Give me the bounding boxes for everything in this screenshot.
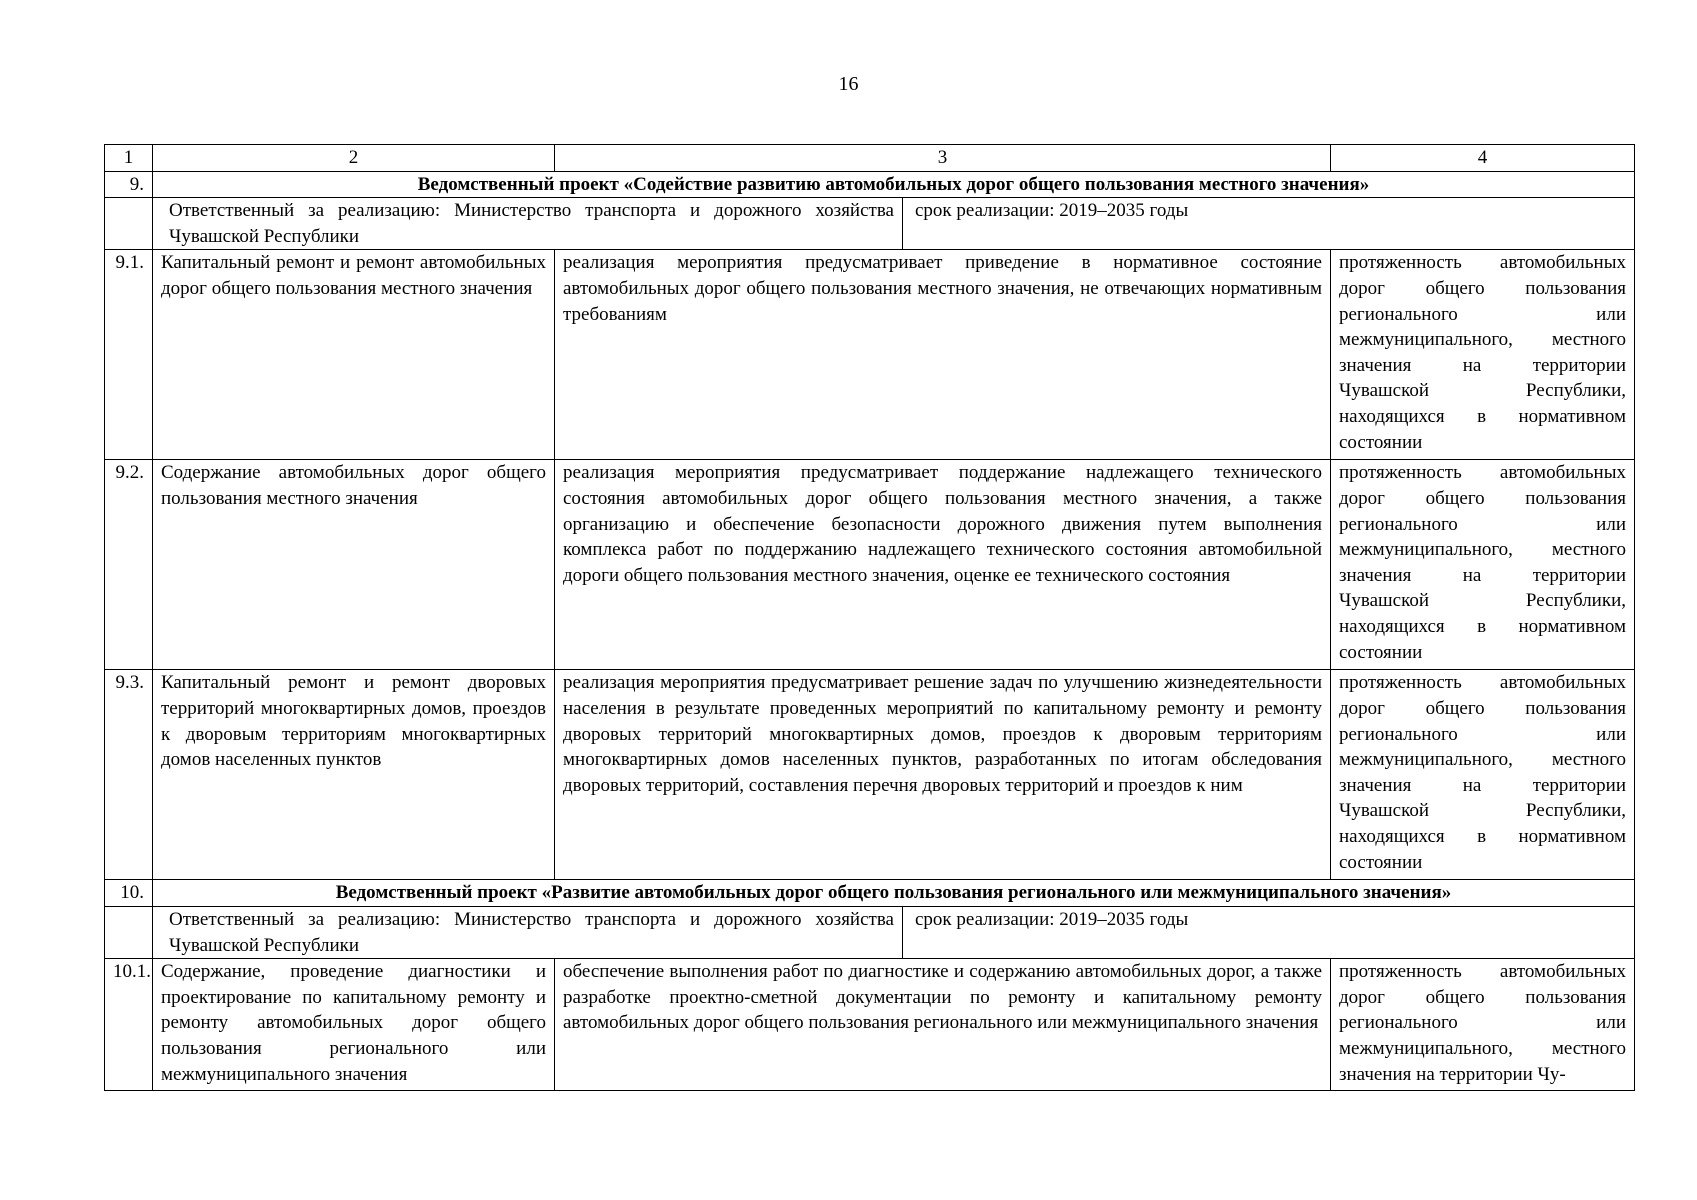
column-number-row [105, 145, 1635, 172]
row-description: реализация мероприятия предусматривает поддержание надлежащего технического состояния автомобильных дорог общего пользования местного значения, а также организацию и обеспечение безопасности дорожного движения путем выполнения комплекса работ по поддержанию надлежащего технического состояния автомобильной дороги общего пользования местного значения, оценке ее технического состояния [555, 460, 1331, 670]
program-table [104, 144, 1635, 1091]
responsible-row [105, 906, 1635, 958]
responsible-row [105, 198, 1635, 250]
responsible-empty-cell [105, 198, 153, 250]
row-number: 9.3. [105, 670, 153, 880]
table-row [105, 959, 1635, 1091]
section-header-row [105, 880, 1635, 907]
table-row [105, 460, 1635, 670]
row-number: 9.2. [105, 460, 153, 670]
responsible-empty-cell [105, 906, 153, 958]
responsible-text: Ответственный за реализацию: Министерство транспорта и дорожного хозяйства Чувашской Республики [161, 907, 903, 958]
column-number-3: 3 [555, 145, 1331, 172]
responsible-cell [153, 906, 1635, 958]
table-row [105, 670, 1635, 880]
row-description: обеспечение выполнения работ по диагностике и содержанию автомобильных дорог, а также разработке проектно-сметной документации по ремонту и капитальному ремонту автомобильных дорог общего пользования регионального или межмуниципального значения [555, 959, 1331, 1091]
column-number-2: 2 [153, 145, 555, 172]
period-text: срок реализации: 2019–2035 годы [915, 200, 1189, 222]
section-title: Ведомственный проект «Развитие автомобильных дорог общего пользования регионального или межмуниципального значения» [153, 880, 1635, 907]
section-header-row [105, 171, 1635, 198]
row-name: Капитальный ремонт и ремонт автомобильных дорог общего пользования местного значения [153, 250, 555, 460]
responsible-cell [153, 198, 1635, 250]
row-indicator: протяженность автомобильных дорог общего пользования регионального или межмуниципального, местного значения на территории Чувашской Республики, находящихся в нормативном состоянии [1331, 250, 1635, 460]
row-indicator: протяженность автомобильных дорог общего пользования регионального или межмуниципального, местного значения на территории Чувашской Республики, находящихся в нормативном состоянии [1331, 460, 1635, 670]
column-number-4: 4 [1331, 145, 1635, 172]
row-indicator: протяженность автомобильных дорог общего пользования регионального или межмуниципального, местного значения на территории Чу- [1331, 959, 1635, 1091]
row-description: реализация мероприятия предусматривает приведение в нормативное состояние автомобильных дорог общего пользования местного значения, не отвечающих нормативным требованиям [555, 250, 1331, 460]
row-indicator: протяженность автомобильных дорог общего пользования регионального или межмуниципального, местного значения на территории Чувашской Республики, находящихся в нормативном состоянии [1331, 670, 1635, 880]
responsible-text: Ответственный за реализацию: Министерство транспорта и дорожного хозяйства Чувашской Республики [161, 198, 903, 249]
row-description: реализация мероприятия предусматривает решение задач по улучшению жизнедеятельности населения в результате проведенных мероприятий по капитальному ремонту и ремонту дворовых территорий многоквартирных домов, проездов к дворовым территориям многоквартирных домов населенных пунктов, разработанных по итогам обследования дворовых территорий, составления перечня дворовых территорий и проездов к ним [555, 670, 1331, 880]
row-number: 9.1. [105, 250, 153, 460]
page-number: 16 [838, 73, 859, 95]
period-text: срок реализации: 2019–2035 годы [915, 908, 1189, 930]
table-row [105, 250, 1635, 460]
row-number: 10.1. [105, 959, 153, 1091]
section-number: 9. [105, 171, 153, 198]
row-name: Капитальный ремонт и ремонт дворовых территорий многоквартирных домов, проездов к дворовым территориям многоквартирных домов населенных пунктов [153, 670, 555, 880]
column-number-1: 1 [105, 145, 153, 172]
section-title: Ведомственный проект «Содействие развитию автомобильных дорог общего пользования местного значения» [153, 171, 1635, 198]
row-name: Содержание, проведение диагностики и проектирование по капитальному ремонту и ремонту автомобильных дорог общего пользования регионального или межмуниципального значения [153, 959, 555, 1091]
row-name: Содержание автомобильных дорог общего пользования местного значения [153, 460, 555, 670]
section-number: 10. [105, 880, 153, 907]
